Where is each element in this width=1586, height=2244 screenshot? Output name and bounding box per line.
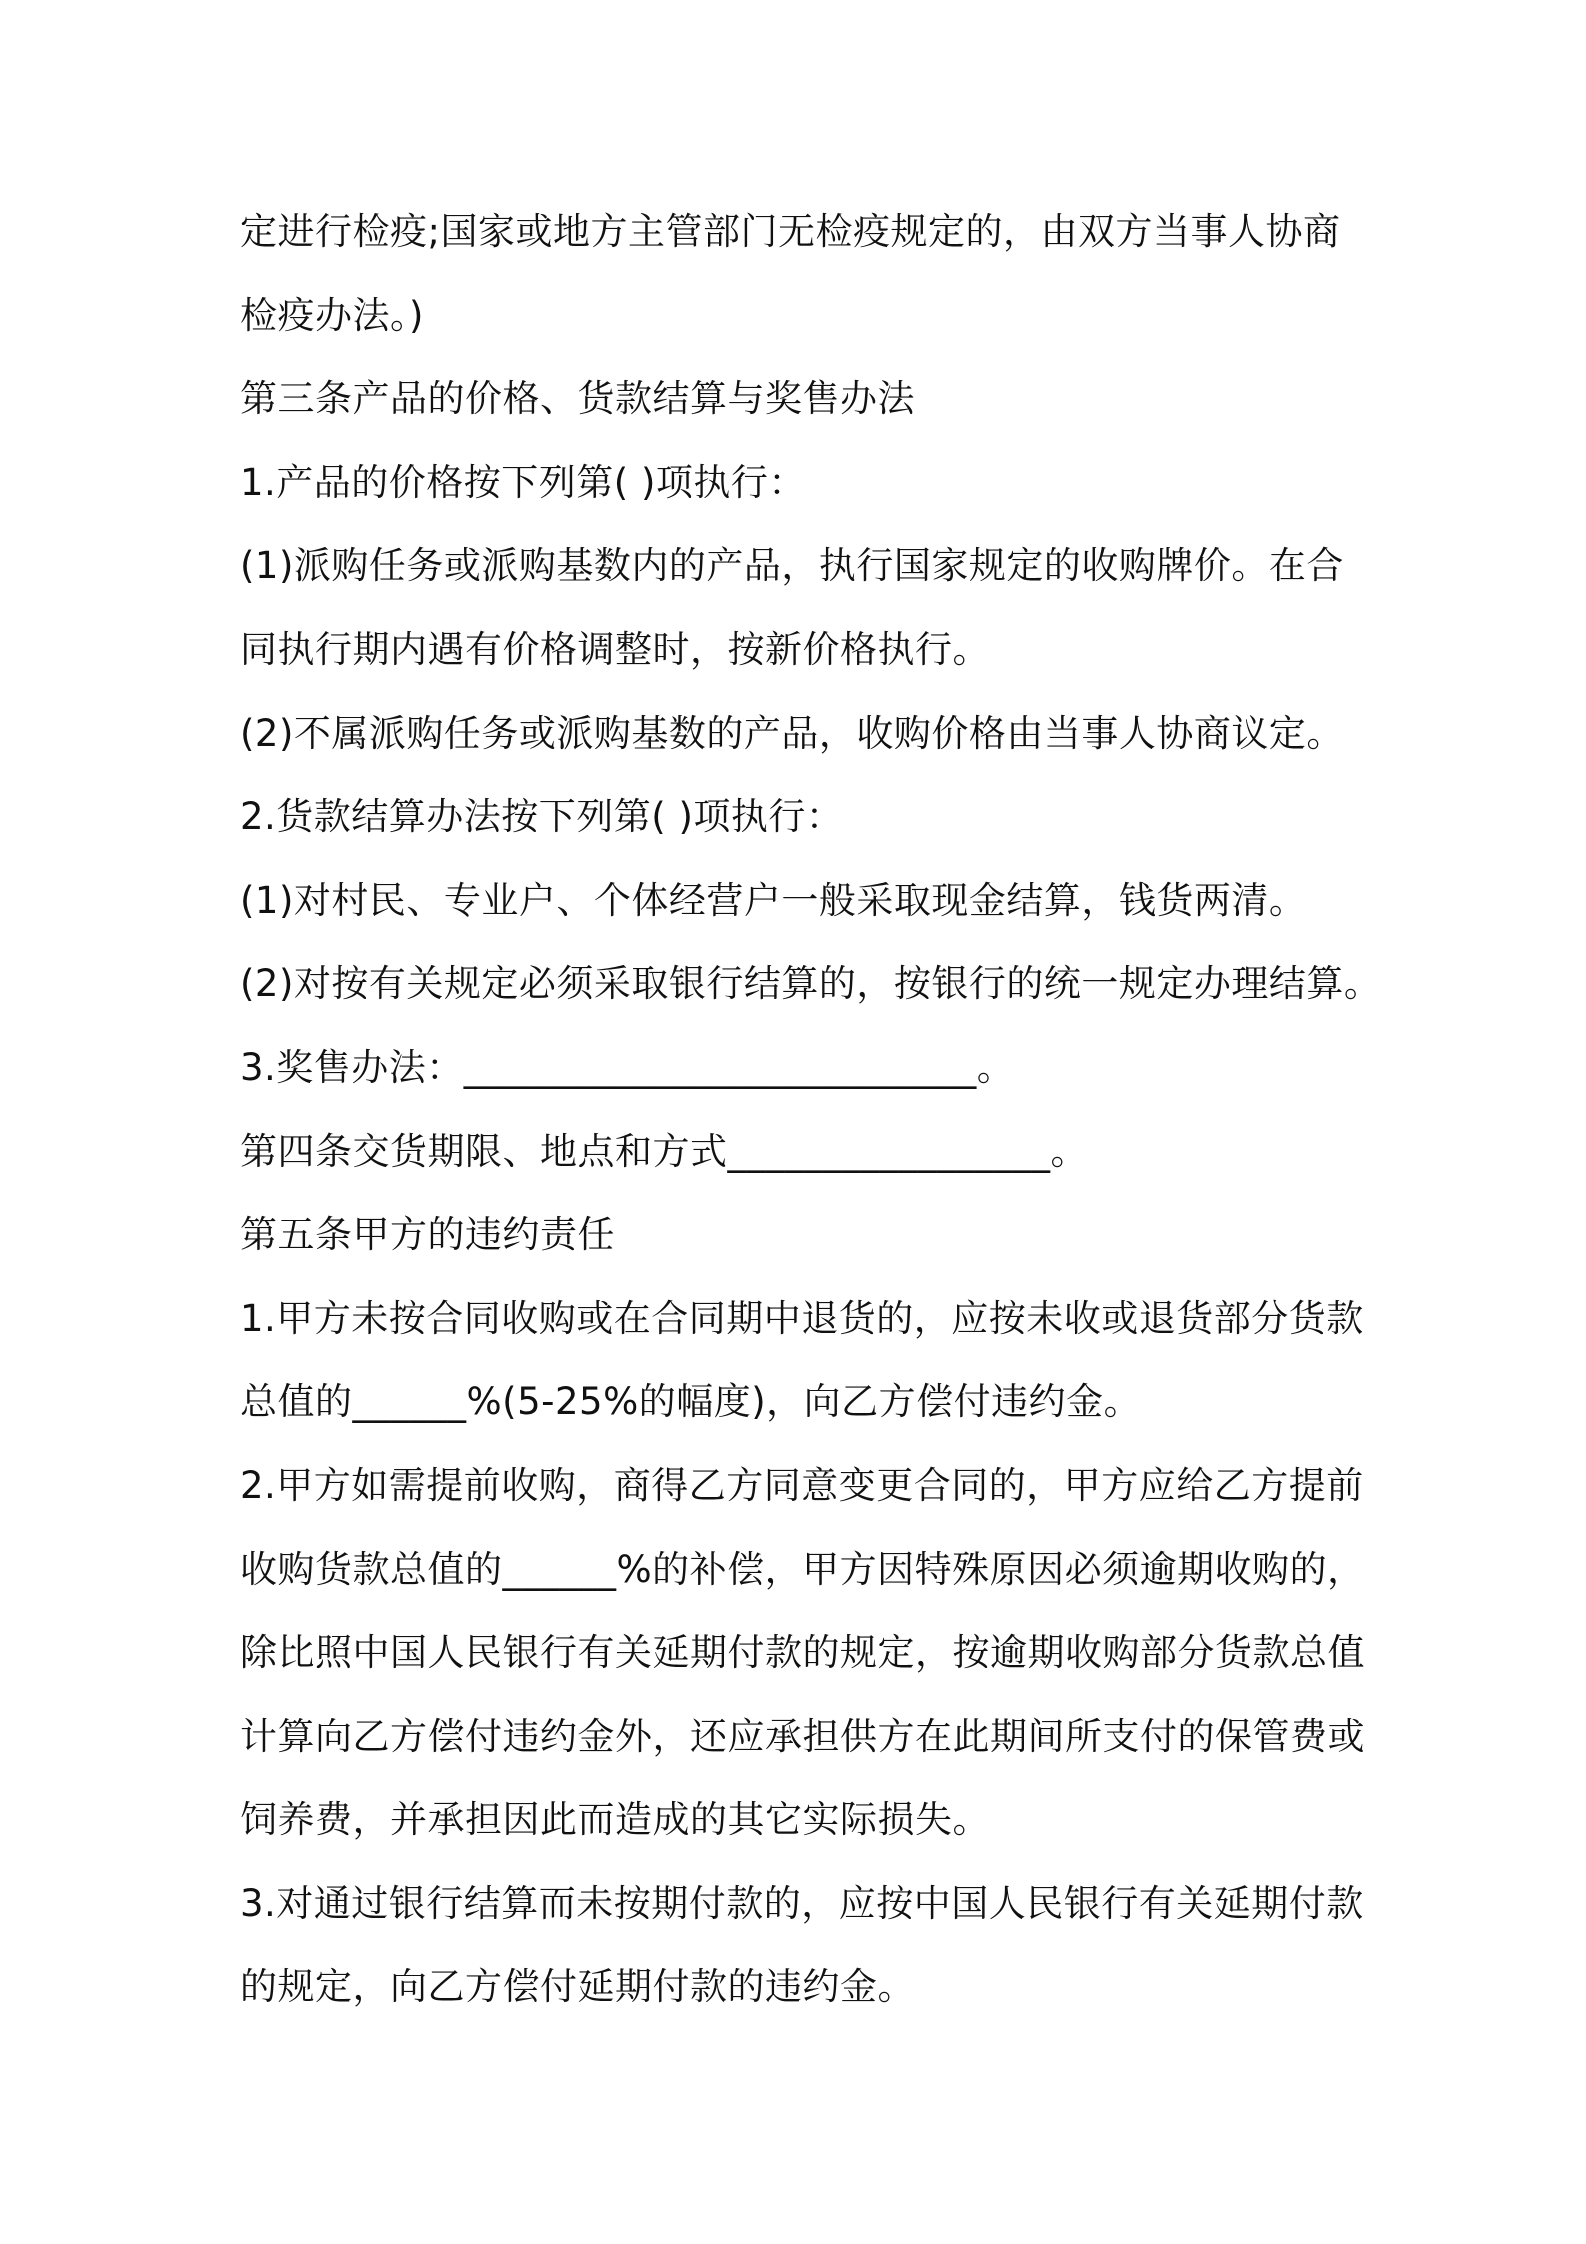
text-line: 3.奖售办法：___________________________。 [240,1045,1015,1089]
text-line: 除比照中国人民银行有关延期付款的规定，按逾期收购部分货款总值 [240,1631,1365,1675]
text-line: 的规定，向乙方偿付延期付款的违约金。 [240,1965,915,2009]
text-line: (1)对村民、专业户、个体经营户一般采取现金结算，钱货两清。 [240,878,1307,922]
text-line: 检疫办法。) [240,293,424,337]
text-line: 1.甲方未按合同收购或在合同期中退货的，应按未收或退货部分货款 [240,1296,1364,1340]
text-line: 同执行期内遇有价格调整时，按新价格执行。 [240,627,990,671]
text-line: 2.甲方如需提前收购，商得乙方同意变更合同的，甲方应给乙方提前 [240,1463,1364,1507]
article-heading: 第五条甲方的违约责任 [240,1213,615,1257]
text-line: 3.对通过银行结算而未按期付款的，应按中国人民银行有关延期付款 [240,1881,1364,1925]
document-body [240,202,1420,2041]
text-line: 定进行检疫;国家或地方主管部门无检疫规定的，由双方当事人协商 [240,210,1341,253]
article-heading: 第四条交货期限、地点和方式_________________。 [240,1129,1088,1173]
text-line: 饲养费，并承担因此而造成的其它实际损失。 [240,1798,990,1842]
text-line: (2)对按有关规定必须采取银行结算的，按银行的统一规定办理结算。 [240,962,1382,1006]
text-line: 2.货款结算办法按下列第( )项执行： [240,795,844,839]
text-line: 收购货款总值的______%的补偿，甲方因特殊原因必须逾期收购的， [240,1547,1365,1591]
text-line: 1.产品的价格按下列第( )项执行： [240,460,806,504]
text-line: (1)派购任务或派购基数内的产品，执行国家规定的收购牌价。在合 [240,544,1344,588]
text-line: 计算向乙方偿付违约金外，还应承担供方在此期间所支付的保管费或 [240,1714,1365,1758]
text-line: (2)不属派购任务或派购基数的产品，收购价格由当事人协商议定。 [240,711,1344,755]
article-heading: 第三条产品的价格、货款结算与奖售办法 [240,377,915,421]
text-line: 总值的______%(5-25%的幅度)，向乙方偿付违约金。 [240,1380,1142,1424]
